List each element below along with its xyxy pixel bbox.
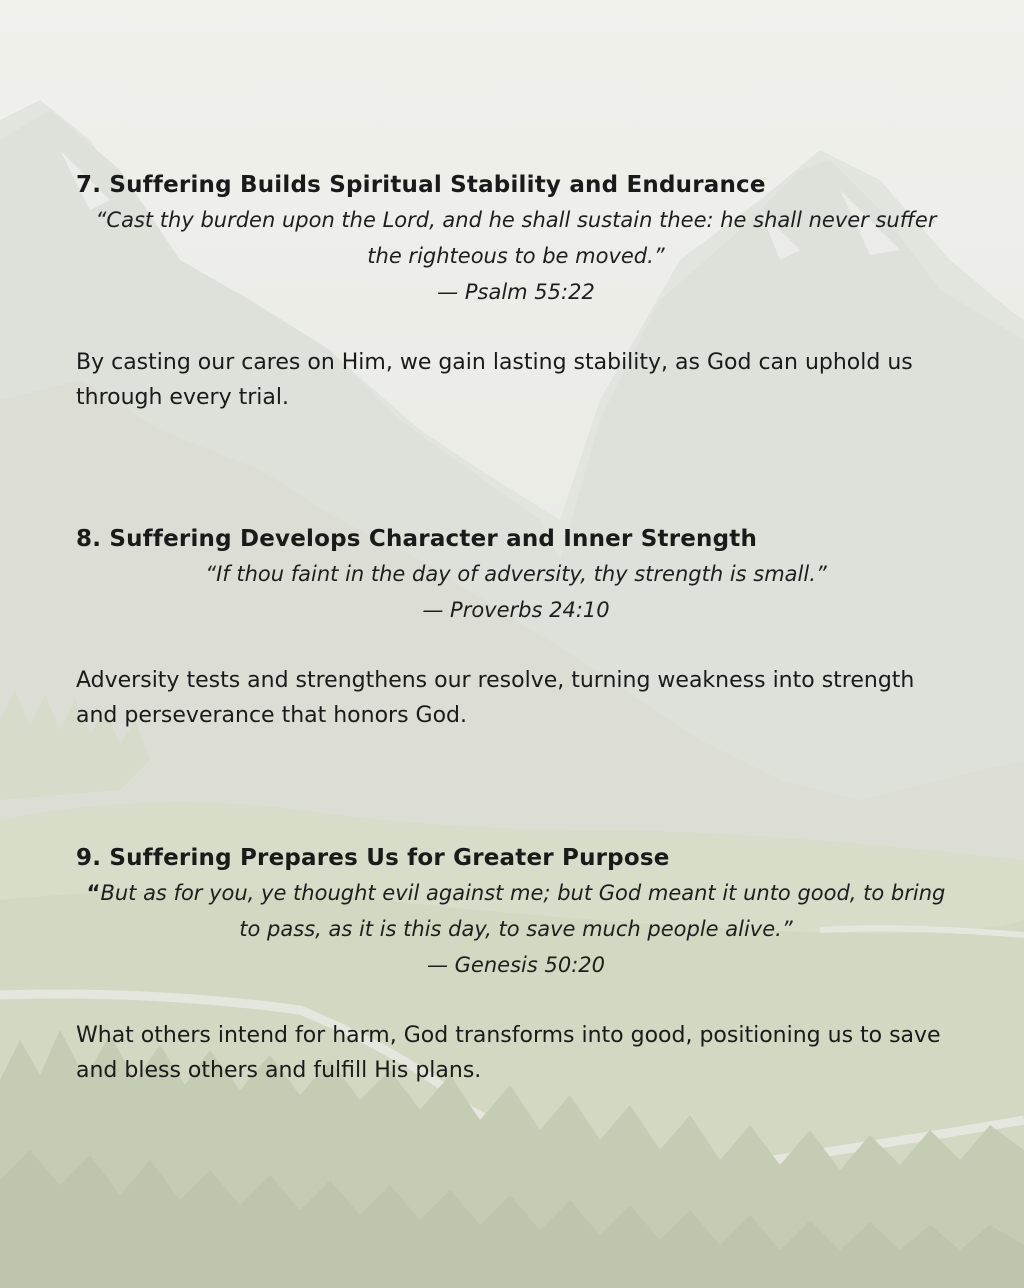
section-heading: 7. Suffering Builds Spiritual Stability and Endurance — [76, 172, 766, 198]
section-body-text: By casting our cares on Him, we gain lasting stability, as God can uphold us through every trial. — [76, 350, 913, 410]
section-heading: 8. Suffering Develops Character and Inner Strength — [76, 526, 758, 552]
section-8 — [76, 522, 956, 733]
section-7 — [76, 168, 956, 415]
quote-open-mark: “ — [86, 881, 101, 905]
scripture-reference: — Genesis 50:20 — [426, 953, 605, 977]
section-body-text: What others intend for harm, God transforms into good, positioning us to save and bless others and fulfill His plans. — [76, 1023, 941, 1083]
scripture-reference: — Proverbs 24:10 — [422, 598, 610, 622]
section-heading: 9. Suffering Prepares Us for Greater Purpose — [76, 845, 670, 871]
scripture-quote: “If thou faint in the day of adversity, thy strength is small.” — [205, 562, 827, 586]
section-9 — [76, 841, 956, 1088]
section-body-text: Adversity tests and strengthens our resolve, turning weakness into strength and perseverance that honors God. — [76, 668, 915, 728]
scripture-quote: “Cast thy burden upon the Lord, and he shall sustain thee: he shall never suffer the righteous to be moved.” — [95, 208, 937, 268]
scripture-reference: — Psalm 55:22 — [437, 280, 595, 304]
scripture-quote-text: But as for you, ye thought evil against me; but God meant it unto good, to bring to pass, as it is this day, to save much people alive.” — [100, 881, 946, 941]
scripture-quote — [76, 875, 956, 947]
